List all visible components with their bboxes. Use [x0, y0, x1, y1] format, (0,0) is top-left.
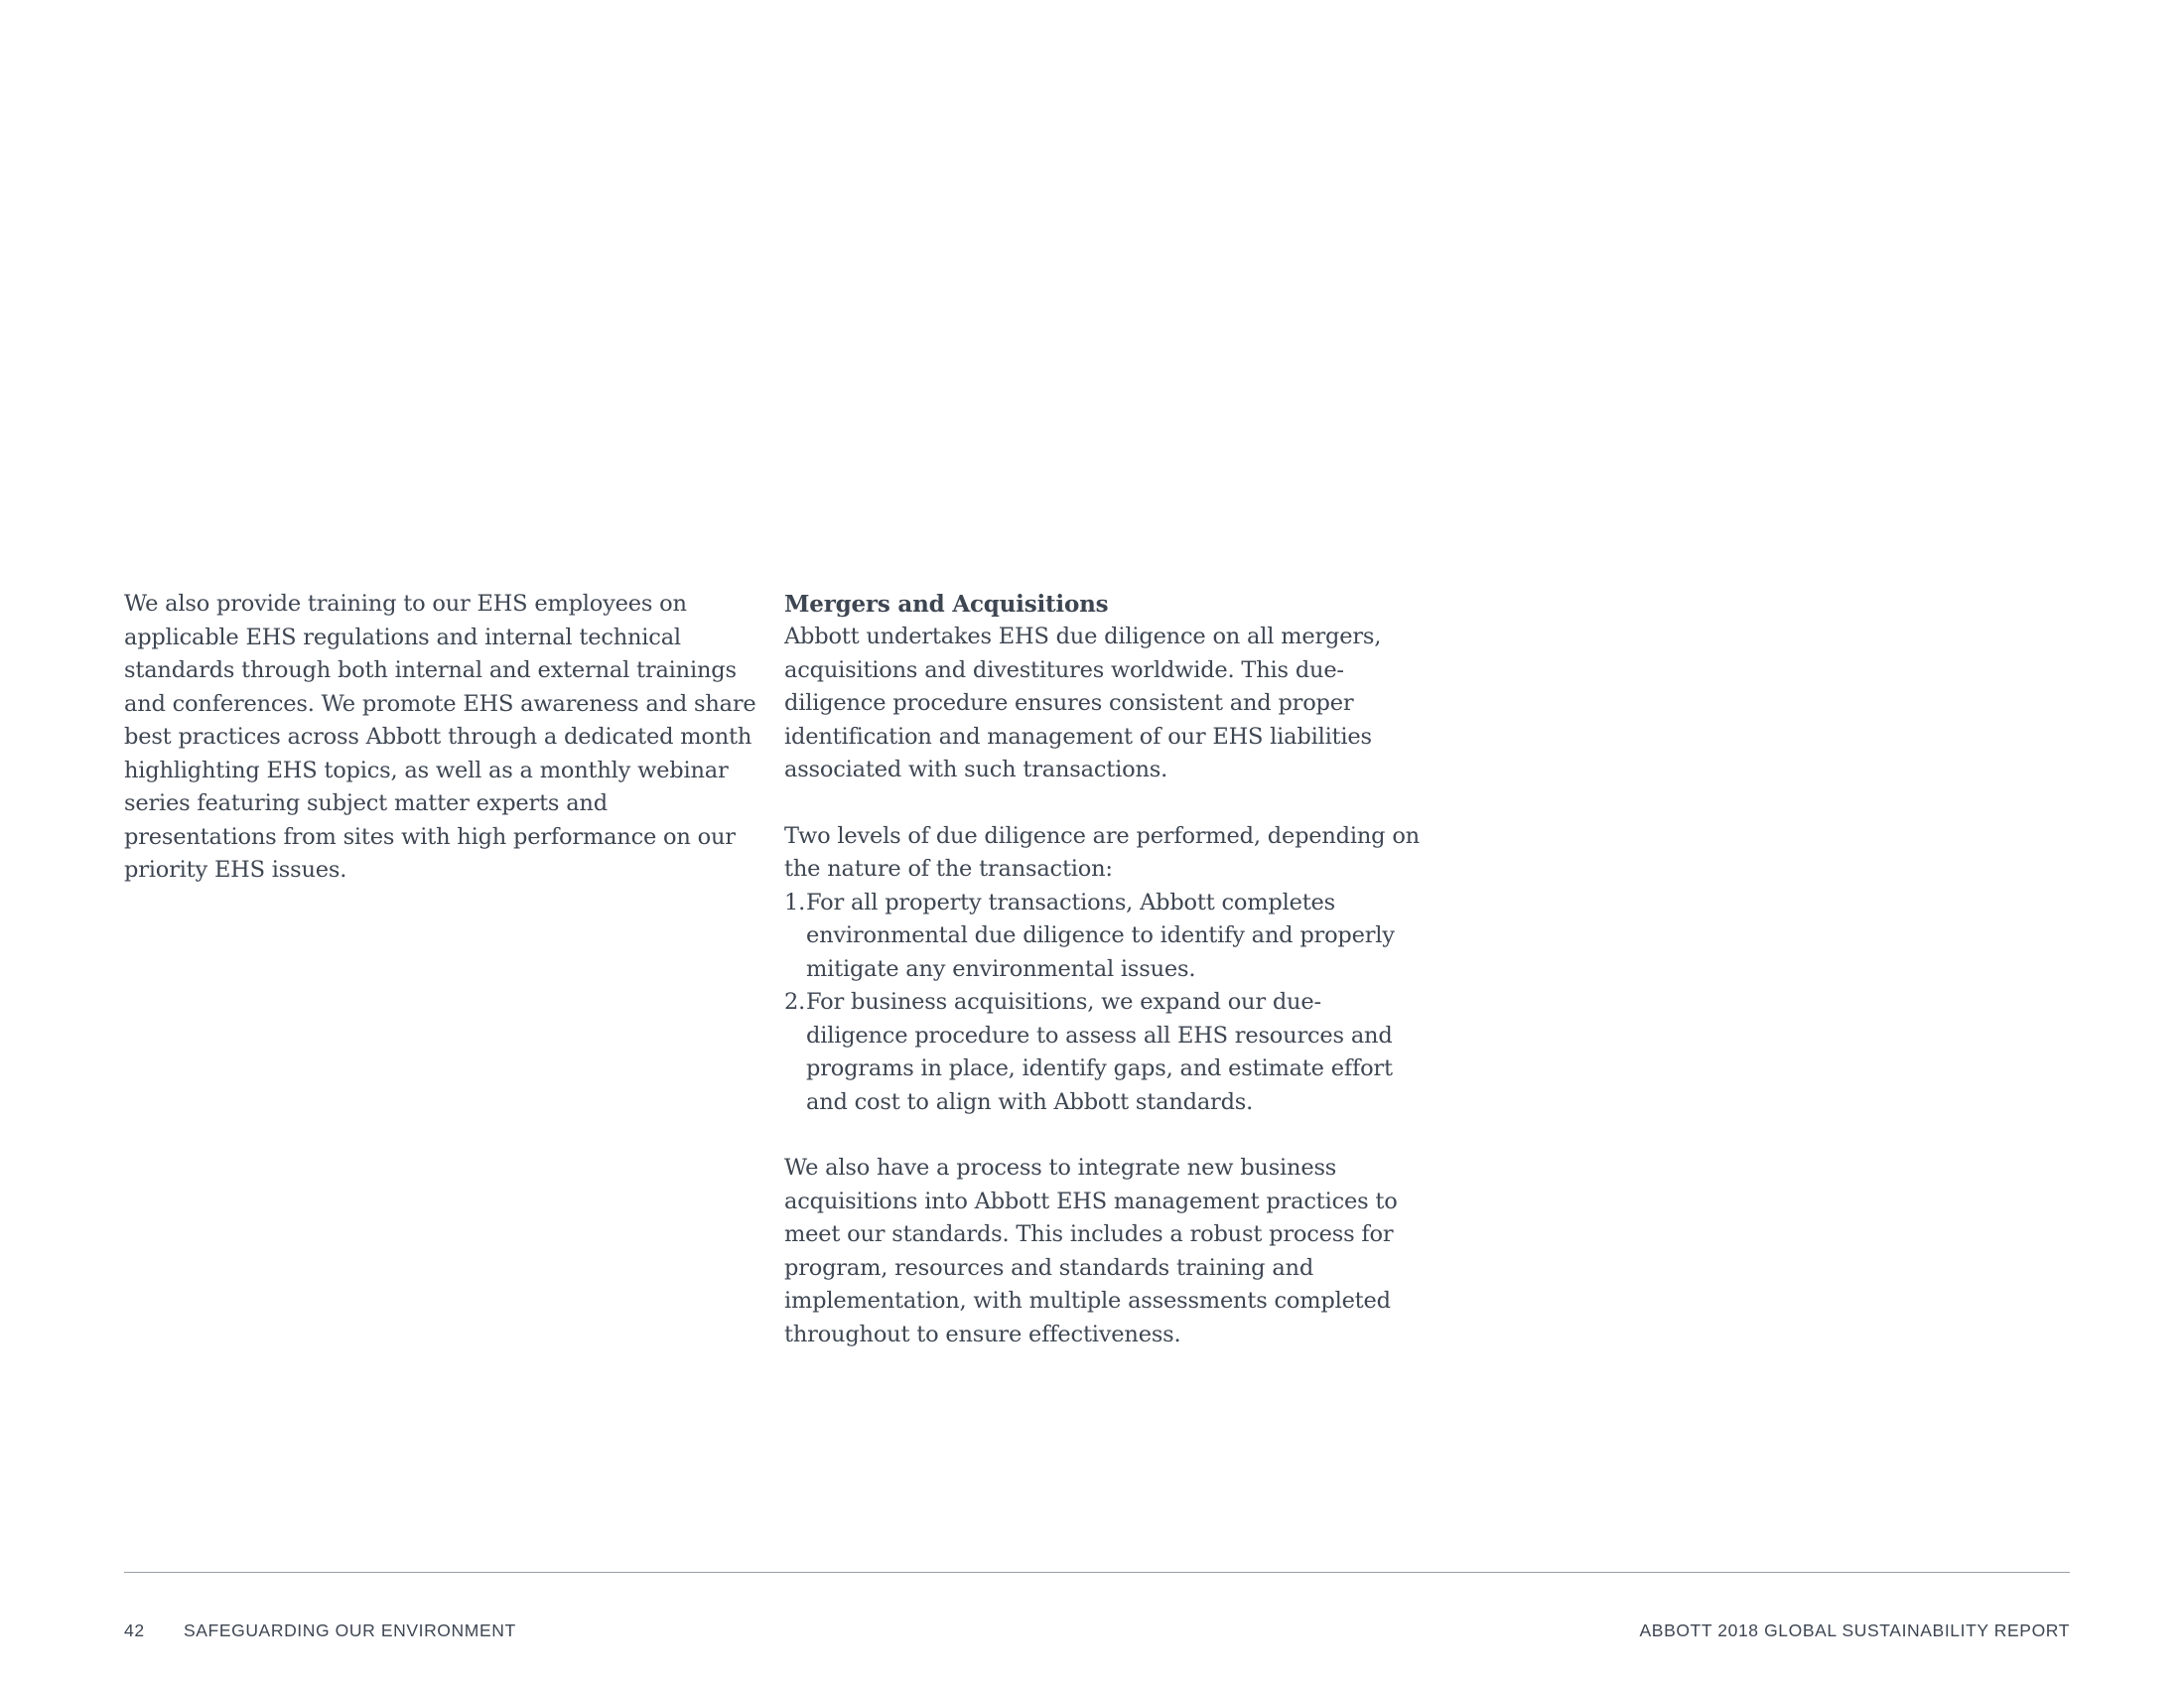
left-column: [124, 588, 759, 888]
list-item: [784, 986, 1420, 1119]
list-item-number: 2.: [784, 989, 806, 1015]
list-item: [784, 887, 1420, 987]
training-paragraph: We also provide training to our EHS employees on applicable EHS regulations and internal technical standards through both internal and external trainings and conferences. We promote EHS awareness and share best practices across Abbott through a dedicated month highlighting EHS topics, as well as a monthly webinar series featuring subject matter experts and presentations from sites with high performance on our priority EHS issues.: [124, 591, 756, 883]
section-heading: Mergers and Acquisitions: [784, 591, 1109, 618]
footer-divider: [124, 1572, 2070, 1573]
footer-section-title: SAFEGUARDING OUR ENVIRONMENT: [184, 1620, 516, 1640]
right-column: [784, 588, 1420, 1351]
list-item-text: For business acquisitions, we expand our due-diligence procedure to assess all EHS resources and programs in place, identify gaps, and estimate effort and cost to align with Abbott standards.: [806, 989, 1393, 1115]
due-diligence-levels-paragraph: Two levels of due diligence are performed, depending on the nature of the transaction:: [784, 822, 1420, 882]
footer-report-title: ABBOTT 2018 GLOBAL SUSTAINABILITY REPORT: [1639, 1620, 2070, 1640]
page-number: 42: [124, 1620, 145, 1640]
integration-paragraph: We also have a process to integrate new business acquisitions into Abbott EHS management practices to meet our standards. This includes a robust process for program, resources and standards training and implementation, with multiple assessments completed throughout to ensure effectiveness.: [784, 1155, 1398, 1347]
list-item-text: For all property transactions, Abbott completes environmental due diligence to identify and properly mitigate any environmental issues.: [806, 889, 1395, 982]
due-diligence-list: [784, 887, 1420, 1120]
list-item-number: 1.: [784, 889, 806, 915]
due-diligence-paragraph: Abbott undertakes EHS due diligence on all mergers, acquisitions and divestitures worldwide. This due-diligence procedure ensures consistent and proper identification and management of our EHS liabilities associated with such transactions.: [784, 624, 1382, 782]
